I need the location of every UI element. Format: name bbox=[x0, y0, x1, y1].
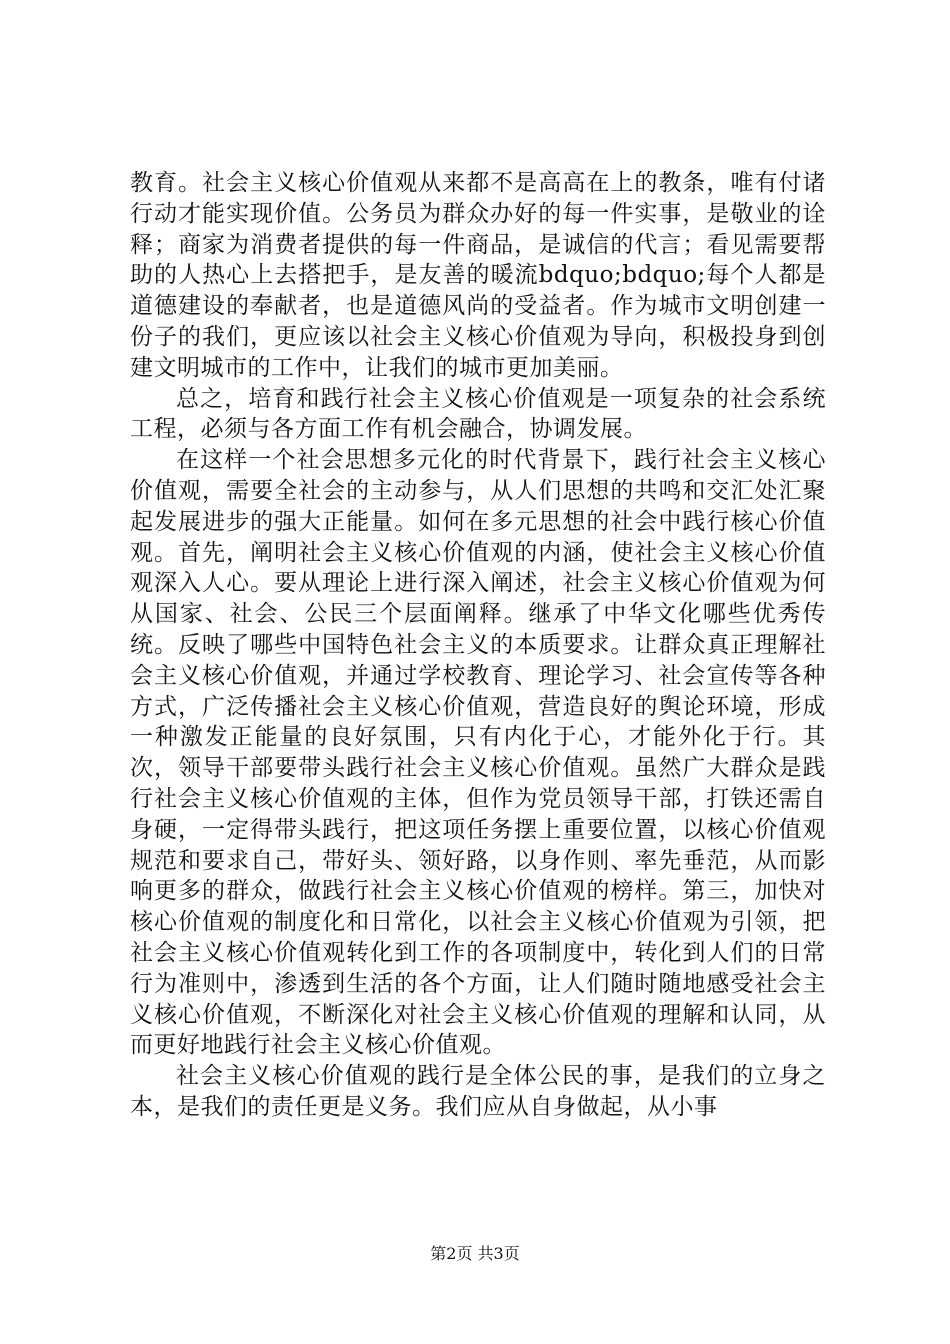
paragraph-4: 社会主义核心价值观的践行是全体公民的事，是我们的立身之本，是我们的责任更是义务。我们应从自身做起，从小事 bbox=[130, 1063, 826, 1120]
paragraph-1: 教育。社会主义核心价值观从来都不是高高在上的教条，唯有付诸行动才能实现价值。公务员为群众办好的每一件实事，是敬业的诠释；商家为消费者提供的每一件商品，是诚信的代言；看见需要帮助的人热心上去搭把手，是友善的暖流bdquo;bdquo;每个人都是道德建设的奉献者，也是道德风尚的受益者。作为城市文明创建一份子的我们，更应该以社会主义核心价值观为导向，积极投身到创建文明城市的工作中，让我们的城市更加美丽。 bbox=[130, 170, 826, 381]
paragraph-3: 在这样一个社会思想多元化的时代背景下，践行社会主义核心价值观，需要全社会的主动参与，从人们思想的共鸣和交汇处汇聚起发展进步的强大正能量。如何在多元思想的社会中践行核心价值观。首先，阐明社会主义核心价值观的内涵，使社会主义核心价值观深入人心。要从理论上进行深入阐述，社会主义核心价值观为何从国家、社会、公民三个层面阐释。继承了中华文化哪些优秀传统。反映了哪些中国特色社会主义的本质要求。让群众真正理解社会主义核心价值观，并通过学校教育、理论学习、社会宣传等各种方式，广泛传播社会主义核心价值观，营造良好的舆论环境，形成一种激发正能量的良好氛围，只有内化于心，才能外化于行。其次，领导干部要带头践行社会主义核心价值观。虽然广大群众是践行社会主义核心价值观的主体，但作为党员领导干部，打铁还需自身硬，一定得带头践行，把这项任务摆上重要位置，以核心价值观规范和要求自己，带好头、领好路，以身作则、率先垂范，从而影响更多的群众，做践行社会主义核心价值观的榜样。第三，加快对核心价值观的制度化和日常化，以社会主义核心价值观为引领，把社会主义核心价值观转化到工作的各项制度中，转化到人们的日常行为准则中，渗透到生活的各个方面，让人们随时随地感受社会主义核心价值观，不断深化对社会主义核心价值观的理解和认同，从而更好地践行社会主义核心价值观。 bbox=[130, 447, 826, 1059]
document-body bbox=[130, 168, 826, 1123]
paragraph-2: 总之，培育和践行社会主义核心价值观是一项复杂的社会系统工程，必须与各方面工作有机会融合，协调发展。 bbox=[130, 385, 826, 443]
page-number-footer: 第2页 共3页 bbox=[430, 1244, 520, 1263]
